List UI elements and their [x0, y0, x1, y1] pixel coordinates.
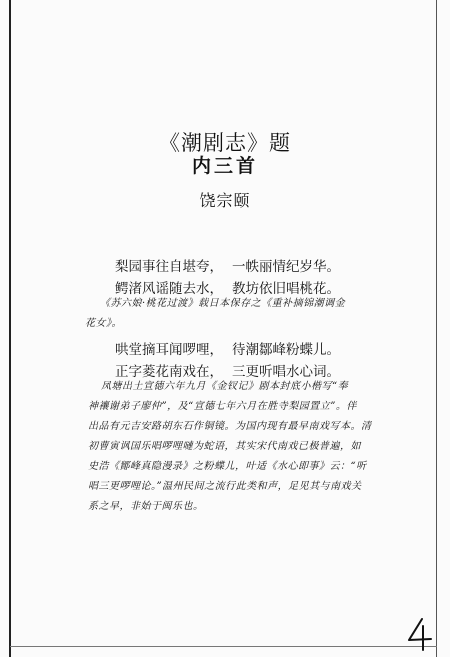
- poem1-line2-first-half: 鳄渚风谣随去水，: [115, 281, 223, 297]
- poem2-note: [88, 377, 372, 517]
- poem2-note-line: 唱三更啰哩论。”温州民间之流行此类和声，足见其与南戏关: [88, 481, 362, 492]
- poem1-note-line: 花女》。: [85, 318, 122, 329]
- poem1-note: [85, 294, 346, 334]
- poem2-note-line: 系之早，非始于闽乐也。: [88, 501, 204, 512]
- right-border-line: [436, 0, 437, 657]
- poem1-note-line: 《苏六娘·桃花过渡》载日本保存之《重补摘锦潮调金: [100, 298, 346, 309]
- poem1-line2-second-half: 教坊依旧唱桃花。: [232, 281, 340, 297]
- bottom-border-line: [10, 646, 437, 647]
- poem2-note-line: 初曹寅讽国乐唱啰哩嗹为蛇语，其实宋代南戏已极普遍，如: [88, 441, 361, 452]
- poem1-line1-first-half: 梨园事往自堪夸，: [115, 259, 223, 275]
- poem2-line1: [115, 338, 340, 358]
- poem1-line1-second-half: 一帙丽情纪岁华。: [232, 259, 340, 275]
- poem2-note-line: 出品有元吉安路胡东石作铜镜。为国内现有最早南戏写本。清: [88, 421, 372, 432]
- page-subtitle: 内三首: [191, 155, 258, 177]
- poem2-note-line: 史浩《鄮峰真隐漫录》之粉蝶儿，叶适《水心即事》云：“听: [88, 461, 367, 472]
- poem2-line1-first-half: 哄堂摘耳闻啰哩，: [115, 342, 223, 358]
- page-number-handwritten: [404, 617, 434, 651]
- poem1-line1: [115, 255, 340, 275]
- poem2-line2-first-half: 正字菱花南戏在，: [115, 364, 223, 380]
- poem2-line2-second-half: 三更听唱水心词。: [232, 364, 340, 380]
- left-border-line: [9, 0, 11, 657]
- poem2-note-line: 凤塘出土宣德六年九月《金钗记》剧本封底小楷写“奉: [101, 381, 349, 392]
- poem2-note-line: 神禳谢弟子廖仲”，及“宣德七年六月在胜寺梨园置立”。伴: [88, 401, 357, 412]
- author-name: 饶宗颐: [199, 191, 251, 210]
- page-title: 《潮剧志》题: [159, 131, 291, 155]
- poem2-line1-second-half: 待潮鄒峰粉蝶儿。: [232, 342, 340, 358]
